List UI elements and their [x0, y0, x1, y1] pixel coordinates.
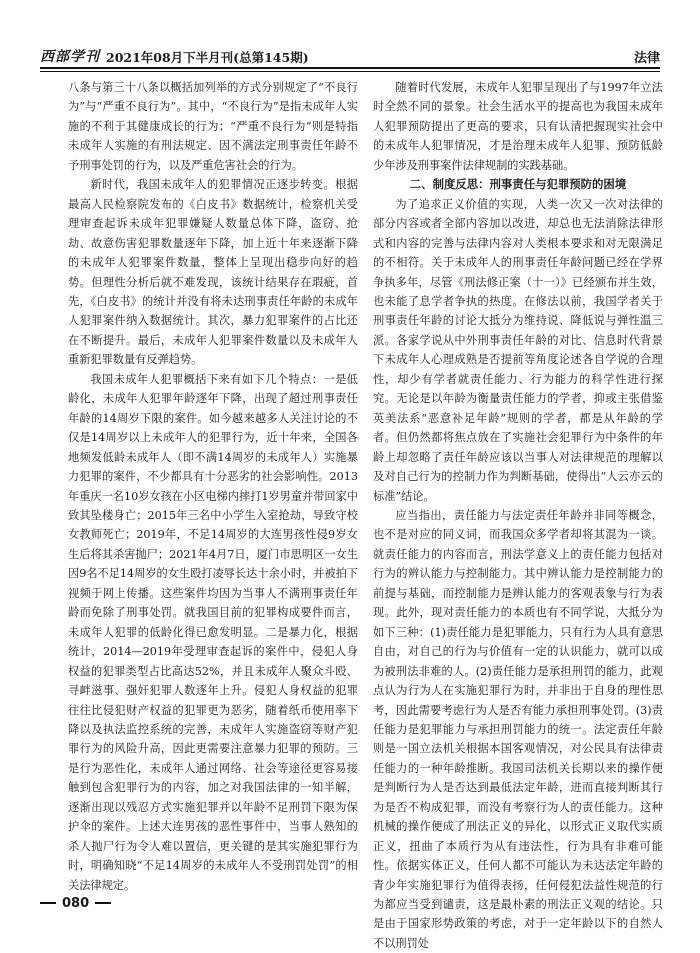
section-heading: 二、制度反思：刑事责任与犯罪预防的困境	[409, 177, 627, 192]
journal-name: 西部学刊	[40, 49, 100, 65]
right-paragraph-2: 为了追求正义价值的实现，人类一次又一次对法律的部分内容或者全部内容加以改进，却总也无法消除法律形式和内容的完善与法律内容对人类根本要求和对无限满足的不相符。关于未成年人的刑事责任年龄问题已经在学界争执多年，尽管《刑法修正案（十一）》已经颁布并生效，也未能了息学者争执的热度。在修法以前，我国学者关于刑事责任年龄的讨论大抵分为维持说、降低说与弹性温三派。各家学说从中外刑事责任年龄的对比、信息时代背景下未成年人心理成熟是否提前等角度论述各自学说的合理性，却少有学者就责任能力、行为能力的科学性进行探究。无论是以年龄为衡量责任能力的学者，抑或主张借鉴英美法系“恶意补足年龄”规则的学者，都是从年龄的学者。但仍然都将焦点放在了实施社会犯罪行为中条件的年龄上却忽略了责任年龄应该以当事人对法律规范的理解以及对自己行为的控制力作为判断基础，使得出“人云亦云的标准”结论。	[373, 197, 663, 503]
footer-dash-right	[95, 902, 111, 904]
page-header	[40, 44, 660, 66]
footer-dash-left	[40, 902, 56, 904]
page-number: 080	[62, 895, 90, 911]
left-paragraph-2: 新时代，我国未成年人的犯罪情况正逐步转变。根据最高人民检察院发布的《白皮书》数据统计，检察机关受理审查起诉未成年犯罪嫌疑人数量总体下降，盗窃、抢劫、故意伤害犯罪数量逐年下降，加上近十年来逐渐下降的未成年人犯罪案件数量，整体上呈现出稳步向好的趋势。但理性分析后就不难发现，该统计结果存在瑕疵，首先，《白皮书》的统计并没有将未达刑事责任年龄的未成年人犯罪案件纳入数据统计。其次，暴力犯罪案件的占比还在不断提升。最后，未成年人犯罪案件数量以及未成年人重新犯罪数量有反弹趋势。	[68, 178, 358, 367]
left-paragraph-3: 我国未成年人犯罪概括下来有如下几个特点：一是低龄化，未成年人犯罪年龄逐年下降，出现了超过刑事责任年龄的14周岁下限的案件。如今越来越多人关注讨论的不仅是14周岁以上未成年人的犯罪行为，近十年来，全国各地频发低龄未成年人（即不满14周岁的未成年人）实施暴力犯罪的案件，不少都具有十分恶劣的社会影响性。2013年重庆一名10岁女孩在小区电梯内摔打1岁男童并带回家中致其坠楼身亡；2015年三名中小学生入室抢劫，导致守校女教师死亡；2019年，不足14周岁的大连男孩性侵9岁女生后将其杀害抛尸；2021年4月7日，厦门市思明区一女生因9名不足14周岁的女生殴打凌辱长达十余小时，并被拍下视频于网上传播。这些案件均因为当事人不满刑事责任年龄而免除了刑事处罚。就我国目前的犯罪构成要件而言，未成年人犯罪的低龄化得已愈发明显。二是暴力化，根据统计，2014—2019年受理审查起诉的案件中，侵犯人身权益的犯罪类型占比高达52%，并且未成年人聚众斗殴、寻衅滋事、强奸犯罪人数逐年上升。侵犯人身权益的犯罪往往比侵犯财产权益的犯罪更为恶劣，随着纸币使用率下降以及执法监控系统的完善，未成年人实施盗窃等财产犯罪行为的风险升高，因此更需要注意暴力犯罪的预防。三是行为恶性化，未成年人通过网络、社会等途径更容易接触到包含犯罪行为的内容，加之对我国法律的一知半解，逐渐出现以残忍方式实施犯罪并以年龄不足刑罚下限为保护伞的案件。上述大连男孩的恶性事件中，当事人熟知的杀人抛尸行为令人难以置信，更关键的是其实施犯罪行为时，明确知晓“不足14周岁的未成年人不受刑罚处罚”的相关法律规定。	[68, 372, 358, 892]
section-tag: 法律	[633, 51, 660, 66]
right-column	[373, 78, 663, 950]
right-paragraph-3: 应当指出，责任能力与法定责任年龄并非同等概念，也不是对应的同义词，而我国众多学者却将其混为一谈。就责任能力的内容而言，刑法学意义上的责任能力包括对行为的辨认能力与控制能力。其中辨认能力是控制能力的前提与基础，而控制能力是辨认能力的客观表象与行为表现。此外，现对责任能力的本质也有不同学说，大抵分为如下三种：(1)责任能力是犯罪能力，只有行为人具有意思自由，对自己的行为与价值有一定的认识能力，就可以成为被刑法非难的人。(2)责任能力是承担刑罚的能力，此观点认为行为人在实施犯罪行为时，并非出于自身的理性思考，因此需要考虑行为人是否有能力承担刑事处罚。(3)责任能力是犯罪能力与承担刑罚能力的统一。法定责任年龄则是一国立法机关根据本国客观情况，对公民具有法律责任能力的一种年龄推断。我国司法机关长期以来的操作便是判断行为人是否达到最低法定年龄，进而直接判断其行为是否不构成犯罪，而没有考察行为人的责任能力。这种机械的操作便成了刑法正义的异化，以形式正义取代实质正义，扭曲了本质行为从有违法性，行为具有非难可能性。依据实体正义，任何人都不可能认为未达法定年龄的青少年实施犯罪行为值得表扬，任何侵犯法益性规范的行为都应当受到谴责，这是最朴素的刑法正义观的结论。只是由于国家形势政策的考虑，对于一定年龄以下的自然人不以刑罚处	[373, 508, 663, 950]
header-left	[40, 46, 309, 66]
header-rule-thin	[40, 71, 660, 72]
page-footer	[40, 893, 111, 913]
right-paragraph-1: 随着时代发展，未成年人犯罪呈现出了与1997年立法时全然不同的景象。社会生活水平的提高也为我国未成年人犯罪预防提出了更高的要求，只有认清把握现实社会中的未成年人犯罪情况，才是治理未成年人犯罪、预防低龄少年涉及刑事案件法律规制的实践基础。	[373, 81, 663, 172]
left-paragraph-1: 八条与第三十八条以概括加列举的方式分别规定了“不良行为”与“严重不良行为”。其中，“不良行为”是指未成年人实施的不利于其健康成长的行为；“严重不良行为”则是特指未成年人实施的有刑法规定、因不满法定刑事责任年龄不予刑事处罚的行为，以及严重危害社会的行为。	[68, 81, 358, 172]
left-column	[68, 78, 358, 892]
issue-info: 2021年08月下半月刊(总第145期)	[106, 50, 309, 65]
header-rule-thick	[40, 67, 660, 69]
